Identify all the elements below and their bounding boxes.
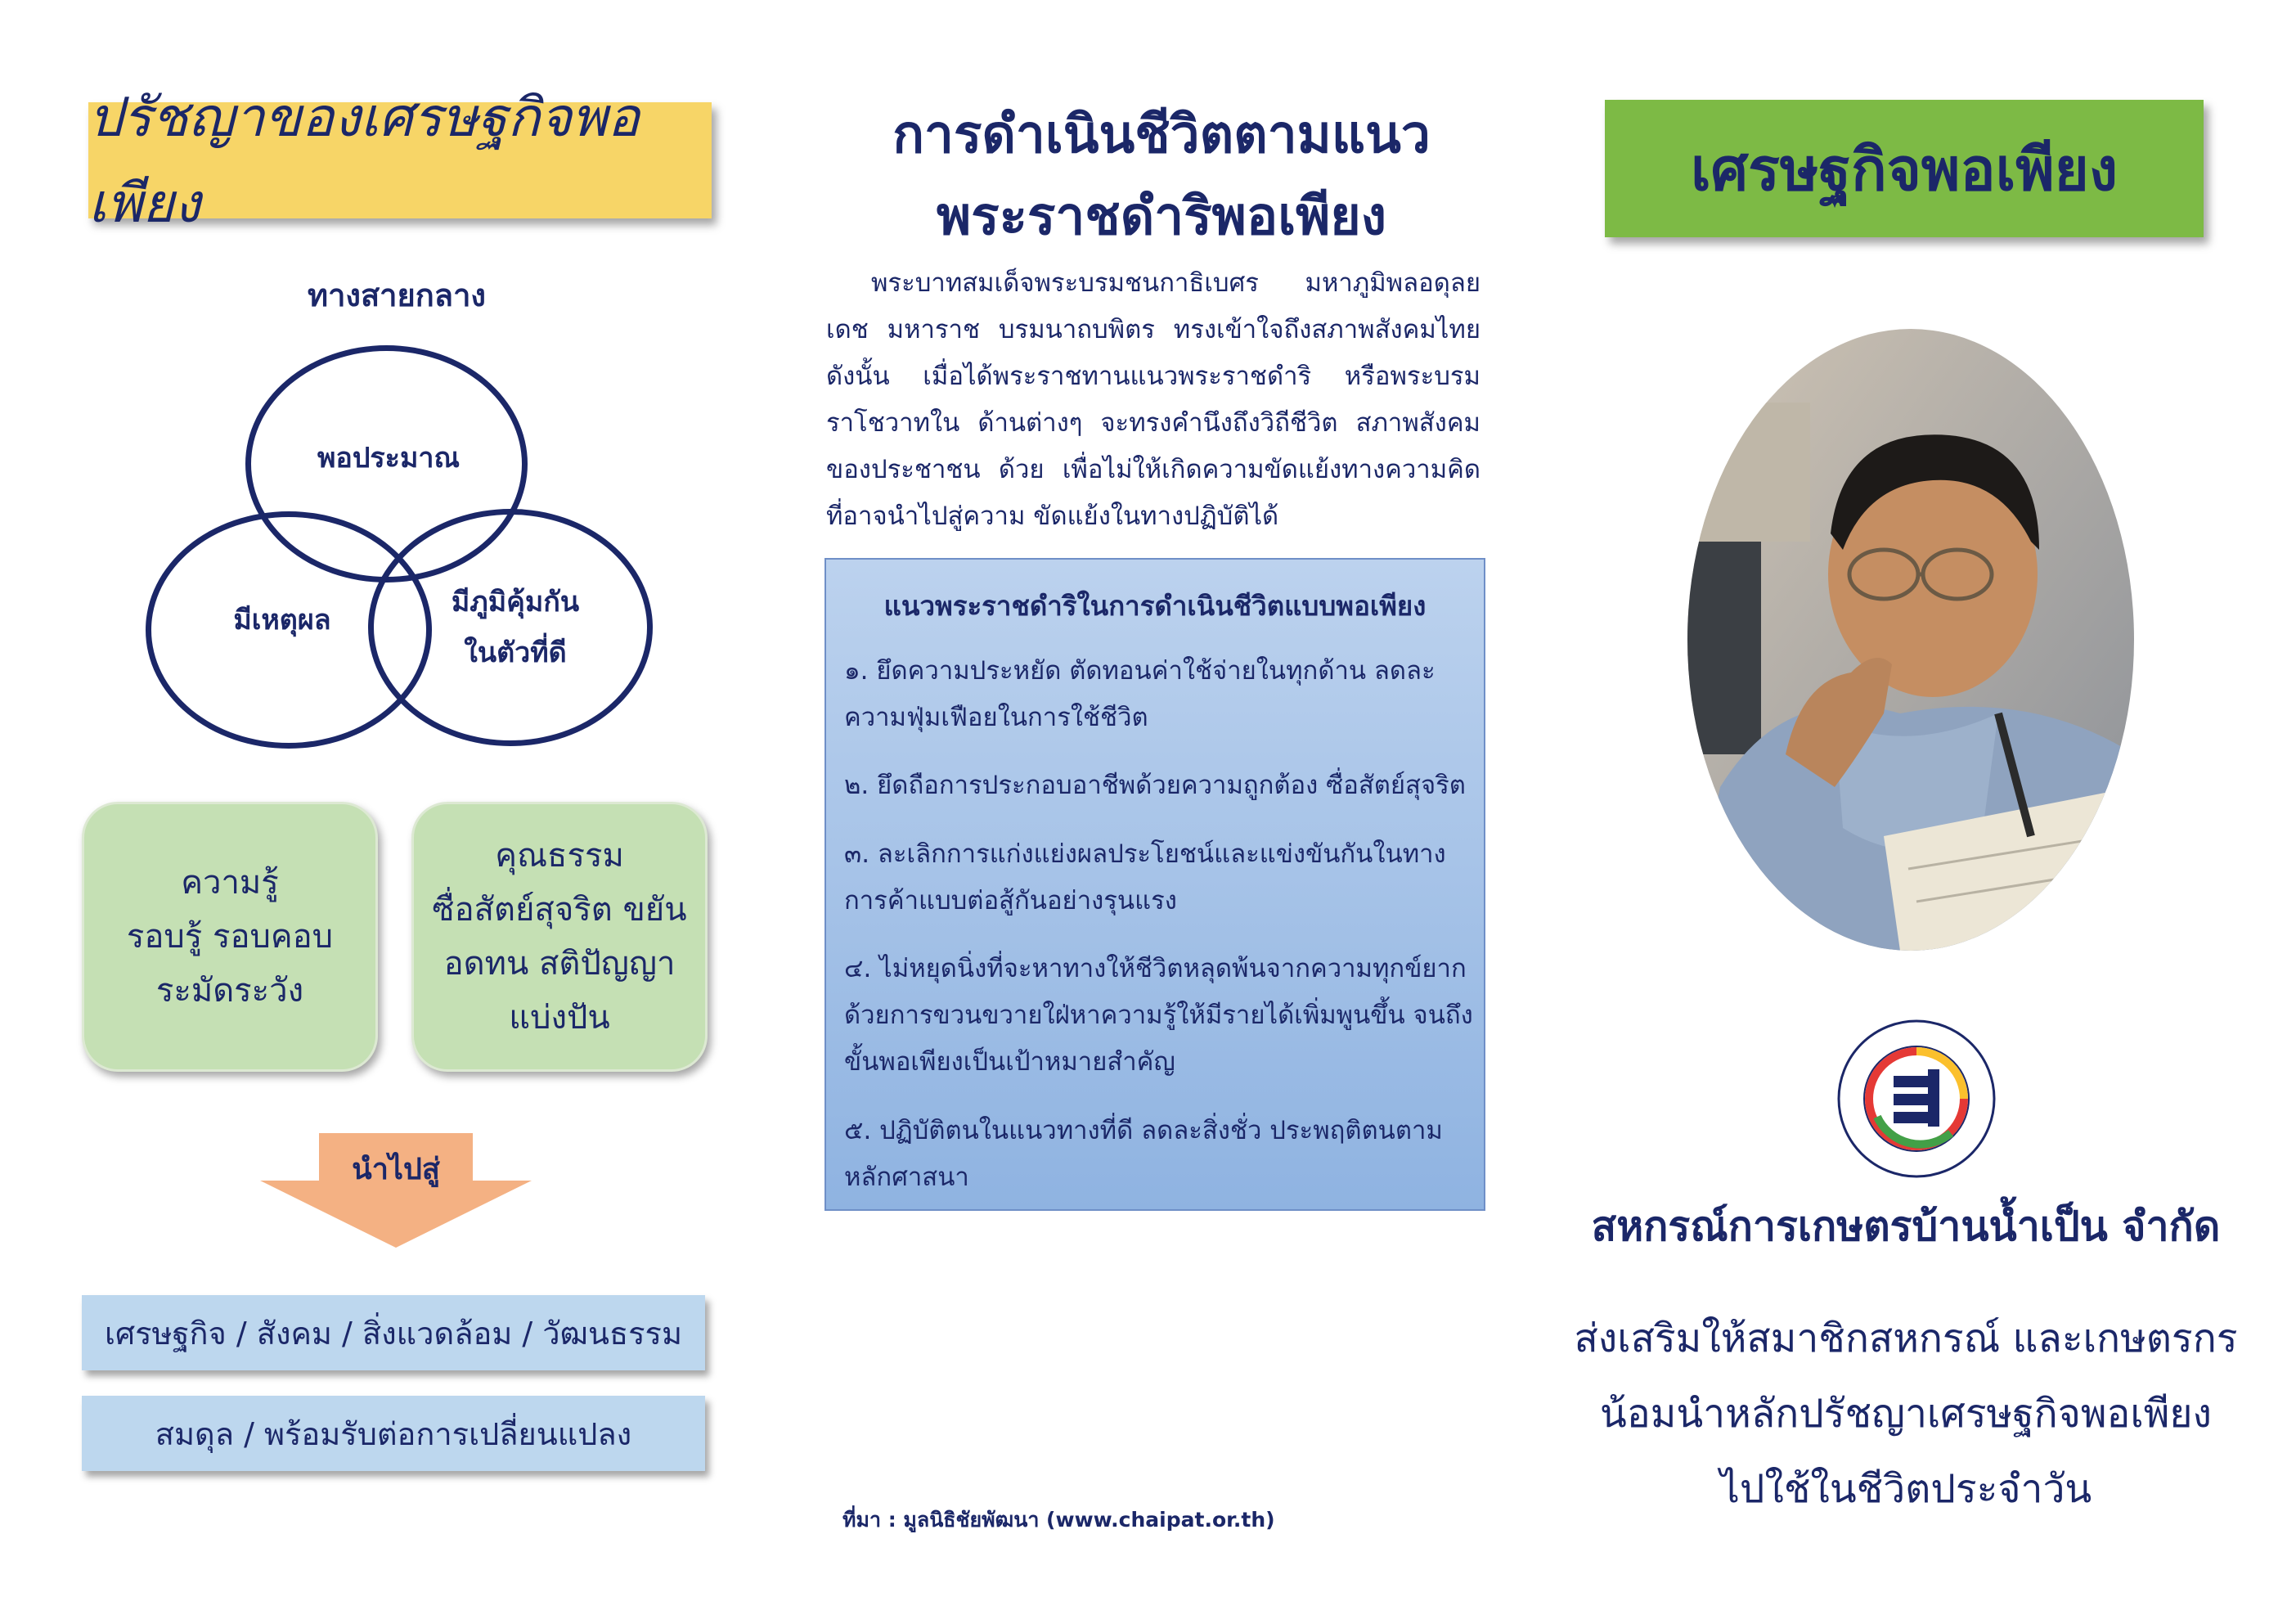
knowledge-title: ความรู้ [181,864,279,902]
guidelines-box [824,558,1485,1211]
cooperative-name: สหกรณ์การเกษตรบ้านน้ำเป็น จำกัด [1591,1203,2221,1250]
result-bar-2 [82,1396,705,1471]
king-portrait-image [1687,329,2134,951]
knowledge-box [82,802,378,1072]
source-credit: ที่มา : มูลนิธิชัยพัฒนา (www.chaipat.or.th) [842,1508,1275,1532]
result-bar-1-text: เศรษฐกิจ / สังคม / สิ่งแวดล้อม / วัฒนธรรม [104,1315,683,1352]
morality-title: คุณธรรม [495,837,624,875]
morality-box [411,802,708,1072]
morality-line1: ซื่อสัตย์สุจริต ขยัน [432,891,687,929]
knowledge-line1: รอบรู้ รอบคอบ [126,918,334,956]
morality-line3: แบ่งปัน [509,999,610,1037]
guideline-item-2: ๒. ยึดถือการประกอบอาชีพด้วยความถูกต้อง ซื่อสัตย์สุจริต [844,771,1466,800]
intro-paragraph: พระบาทสมเด็จพระบรมชนกาธิเบศร มหาภูมิพลอดุลยเดช มหาราช บรมนาถบพิตร ทรงเข้าใจถึงสภาพสังคมไทย ดังนั้น เมื่อได้พระราชทานแนวพระราชดำริ หรือพระบรมราโชวาทใน ด้านต่างๆ จะทรงคำนึงถึงวิถีชีวิต สภาพสังคมของประชาชน ด้วย เพื่อไม่ให้เกิดความขัดแย้งทางความคิด ที่อาจนำไปสู่ความ ขัดแย้งในทางปฏิบัติได้ [826,268,1480,531]
middle-title [818,94,1505,258]
slogan-line1: ส่งเสริมให้สมาชิกสหกรณ์ และเกษตรกร [1574,1316,2238,1361]
guideline-item-5: ๕. ปฏิบัติตนในแนวทางที่ดี ลดละสิ่งชั่ว ประพฤติตนตาม หลักศาสนา [844,1116,1443,1192]
slogan-line2: น้อมนำหลักปรัชญาเศรษฐกิจพอเพียง [1600,1391,2212,1437]
sufficiency-economy-banner [1605,100,2204,237]
middle-title-line2: พระราชดำริพอเพียง [937,187,1386,247]
middle-title-line1: การดำเนินชีวิตตามแนว [892,105,1431,165]
philosophy-banner [88,86,712,235]
slogan [1570,1301,2241,1527]
moderation-label: พอประมาณ [317,442,460,475]
sufficiency-economy-title: เศรษฐกิจพอเพียง [1690,134,2119,204]
immunity-label-line1: มีภูมิคุ้มกัน [451,586,580,619]
result-bar-1 [82,1295,705,1370]
guideline-item-4: ๔. ไม่หยุดนิ่งที่จะหาทางให้ชีวิตหลุดพ้นจากความทุกข์ยาก ด้วยการขวนขวายใฝ่หาความรู้ให้มีรายได้เพิ่มพูนขึ้น จนถึง ขั้นพอเพียงเป็นเป้าหมายสำคัญ [844,954,1473,1077]
cooperative-logo-icon [1836,1019,1997,1179]
immunity-label-line2: ในตัวที่ดี [464,637,567,669]
philosophy-title: ปรัชญาของเศรษฐกิจพอเพียง [88,86,640,235]
slogan-line3: ไปใช้ในชีวิตประจำวัน [1719,1466,2092,1512]
morality-line2: อดทน สติปัญญา [443,945,676,983]
middle-way-label: ทางสายกลาง [308,277,486,313]
reasonableness-label: มีเหตุผล [233,604,331,637]
result-bar-2-text: สมดุล / พร้อมรับต่อการเปลี่ยนแปลง [155,1415,632,1452]
circle-immunity [368,509,653,746]
knowledge-line2: ระมัดระวัง [155,972,304,1010]
guidelines-title: แนวพระราชดำริในการดำเนินชีวิตแบบพอเพียง [883,590,1427,622]
guideline-item-1: ๑. ยึดความประหยัด ตัดทอนค่าใช้จ่ายในทุกด้าน ลดละ ความฟุ่มเฟือยในการใช้ชีวิต [844,656,1436,732]
leads-to-label: นำไปสู่ [352,1153,440,1186]
guideline-item-3: ๓. ละเลิกการแก่งแย่งผลประโยชน์และแข่งขันกันในทาง การค้าแบบต่อสู้กันอย่างรุนแรง [844,839,1446,915]
